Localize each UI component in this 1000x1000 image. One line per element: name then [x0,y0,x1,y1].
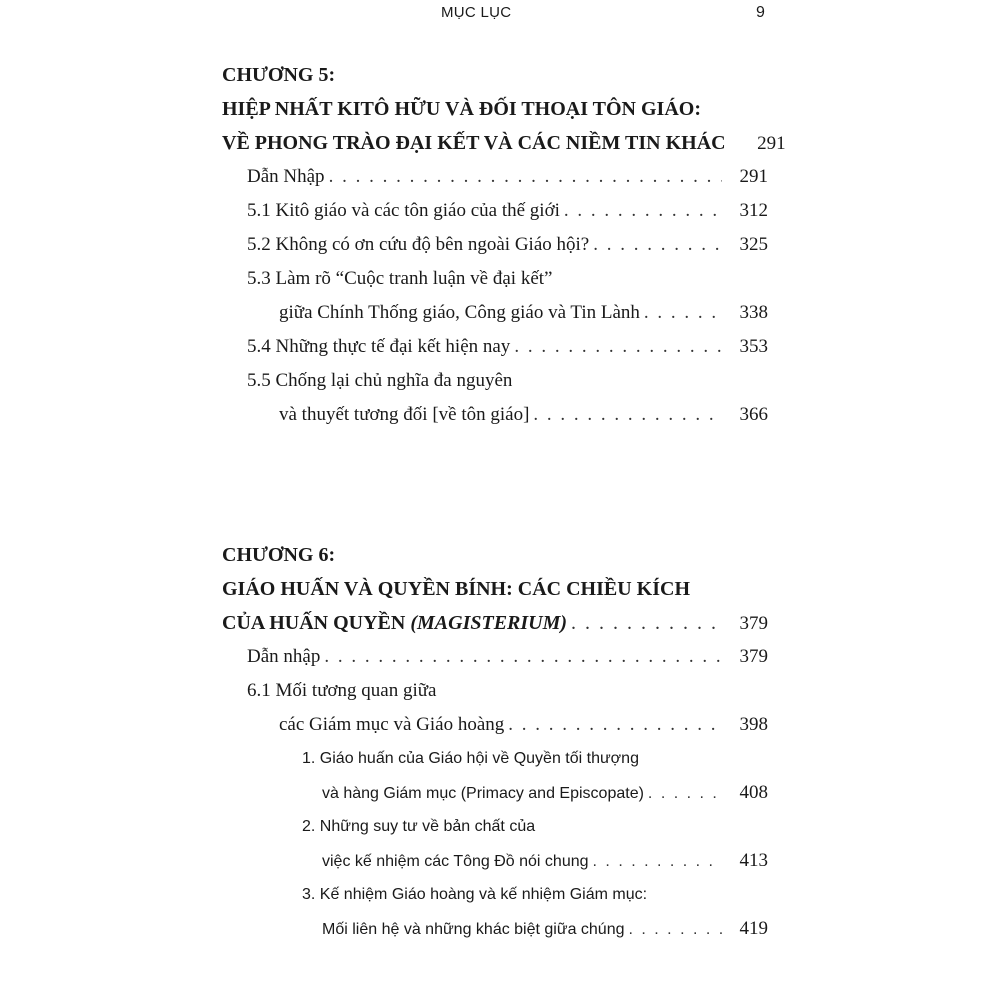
chapter-6-label: CHƯƠNG 6: [222,544,336,566]
toc-entry-text: 5.3 Làm rõ “Cuộc tranh luận về đại kết” [247,268,553,289]
toc-entry-page: 366 [739,404,768,425]
toc-leader-dots [325,160,722,194]
toc-entry [222,776,768,810]
toc-entry [222,810,768,844]
toc-entry [222,844,768,878]
toc-entry [222,398,768,432]
toc-entry [222,262,768,296]
toc-leader-dots [589,228,722,262]
toc-entry-text: Dẫn Nhập [247,166,325,187]
toc-leader-dots [589,845,722,879]
toc-entry [222,708,768,742]
chapter-6-title-line2 [222,606,768,640]
toc-entry-text: Mối liên hệ và những khác biệt giữa chúng [322,921,625,938]
toc-leader-dots [529,398,722,432]
toc-entry [222,912,768,946]
chapter-5-section [222,58,786,432]
toc-entry-page: 413 [739,850,768,871]
toc-entry [222,330,768,364]
toc-leader-dots [625,913,723,947]
chapter-5-title-page: 291 [757,133,786,154]
toc-entry-text: 5.4 Những thực tế đại kết hiện nay [247,336,511,357]
toc-entry-text: và thuyết tương đối [về tôn giáo] [279,404,530,425]
toc-entry [222,228,768,262]
toc-entry-text: 5.1 Kitô giáo và các tôn giáo của thế giới [247,200,560,221]
chapter-6-title-page: 379 [739,613,768,634]
toc-leader-dots [510,330,722,364]
toc-entry-page: 291 [739,166,768,187]
toc-entry-text: 1. Giáo huấn của Giáo hội về Quyền tối thượng [302,750,639,767]
toc-entry-text: các Giám mục và Giáo hoàng [279,714,505,735]
toc-entry-page: 419 [739,918,768,939]
toc-entry-text: Dẫn nhập [247,646,321,667]
chapter-5-title-line1: HIỆP NHẤT KITÔ HỮU VÀ ĐỐI THOẠI TÔN GIÁO: [222,98,701,120]
toc-entry-page: 325 [739,234,768,255]
toc-entry-page: 379 [739,646,768,667]
running-head [0,2,1000,26]
toc-entry-text: 2. Những suy tư về bản chất của [302,818,536,835]
toc-leader-dots [644,777,722,811]
chapter-5-title-text: VỀ PHONG TRÀO ĐẠI KẾT VÀ CÁC NIỀM TIN KHÁC [222,132,726,154]
toc-entry [222,364,768,398]
chapter-5-label: CHƯƠNG 5: [222,64,336,86]
page-number: 9 [756,4,765,21]
chapter-6-title-line1: GIÁO HUẤN VÀ QUYỀN BÍNH: CÁC CHIỀU KÍCH [222,578,690,600]
toc-leader-dots [567,606,722,640]
toc-entry-page: 398 [739,714,768,735]
toc-entry-text: và hàng Giám mục (Primacy and Episcopate) [322,785,644,802]
toc-entry-text: 6.1 Mối tương quan giữa [247,680,437,701]
toc-leader-dots [504,708,722,742]
toc-entry [222,194,768,228]
toc-leader-dots [320,640,722,674]
toc-entry-page: 312 [739,200,768,221]
toc-entry [222,296,768,330]
running-head-title: MỤC LỤC [441,4,512,21]
toc-entry-page: 338 [739,302,768,323]
chapter-6-title-text-wrap [222,606,567,640]
toc-entry-page: 408 [739,782,768,803]
toc-entry-text: 5.5 Chống lại chủ nghĩa đa nguyên [247,370,513,391]
toc-entry [222,640,768,674]
toc-entry-text: 5.2 Không có ơn cứu độ bên ngoài Giáo hội? [247,234,590,255]
chapter-6-title-italic: (MAGISTERIUM) [410,612,568,634]
toc-entry-text: giữa Chính Thống giáo, Công giáo và Tin Lành [279,302,640,323]
chapter-6-title-text: CỦA HUẤN QUYỀN [222,612,406,634]
toc-leader-dots [560,194,722,228]
toc-entry-page: 353 [739,336,768,357]
toc-entry [222,674,768,708]
toc-entry [222,878,768,912]
chapter-6-section [222,538,768,946]
toc-entry-text: việc kế nhiệm các Tông Đồ nói chung [322,853,589,870]
toc-entry [222,742,768,776]
toc-entry-text: 3. Kế nhiệm Giáo hoàng và kế nhiệm Giám mục: [302,886,648,903]
toc-entry [222,160,768,194]
toc-leader-dots [640,296,722,330]
chapter-5-title-line2 [222,126,786,160]
